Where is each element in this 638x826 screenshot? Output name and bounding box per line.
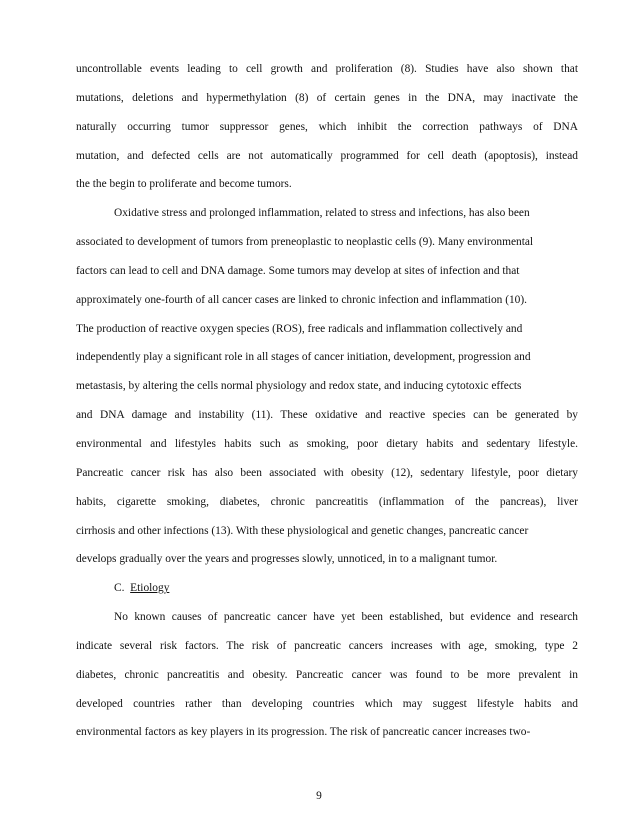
text-line: the the begin to proliferate and become tumors.	[76, 178, 292, 191]
text-line: mutations, deletions and hypermethylation (8) of certain genes in the DNA, may inactivate the	[76, 91, 578, 104]
text-line: factors can lead to cell and DNA damage. Some tumors may develop at sites of infection and that	[76, 264, 520, 277]
text-line: associated to development of tumors from preneoplastic to neoplastic cells (9). Many environmental	[76, 236, 534, 249]
text-line: indicate several risk factors. The risk of pancreatic cancers increases with age, smoking, type 2	[76, 639, 578, 652]
text-line: environmental factors as key players in its progression. The risk of pancreatic cancer increases two-	[76, 726, 531, 739]
text-line: environmental and lifestyles habits such as smoking, poor dietary habits and sedentary lifestyle.	[76, 437, 578, 450]
text-line: metastasis, by altering the cells normal physiology and redox state, and inducing cytotoxic effects	[76, 380, 522, 393]
text-line: naturally occurring tumor suppressor genes, which inhibit the correction pathways of DNA	[76, 120, 578, 133]
text-line: The production of reactive oxygen species (ROS), free radicals and inflammation collectively and	[76, 322, 523, 335]
text-line: and DNA damage and instability (11). These oxidative and reactive species can be generated by	[76, 409, 578, 422]
paragraph-2	[76, 206, 578, 581]
text-line: independently play a significant role in all stages of cancer initiation, development, progression and	[76, 351, 531, 364]
text-line: cirrhosis and other infections (13). With these physiological and genetic changes, pancreatic cancer	[76, 524, 529, 537]
paragraph-3	[76, 610, 578, 754]
text-line: developed countries rather than developing countries which may suggest lifestyle habits and	[76, 697, 578, 710]
text-line: mutation, and defected cells are not automatically programmed for cell death (apoptosis), instead	[76, 149, 578, 162]
paragraph-1	[76, 62, 578, 206]
text-line: No known causes of pancreatic cancer have yet been established, but evidence and research	[114, 611, 578, 624]
text-line: Pancreatic cancer risk has also been associated with obesity (12), sedentary lifestyle, poor dietary	[76, 466, 578, 479]
text-line: habits, cigarette smoking, diabetes, chronic pancreatitis (inflammation of the pancreas), liver	[76, 495, 578, 508]
text-line: develops gradually over the years and progresses slowly, unnoticed, in to a malignant tumor.	[76, 553, 498, 566]
text-line: uncontrollable events leading to cell growth and proliferation (8). Studies have also shown that	[76, 63, 578, 75]
text-line: approximately one-fourth of all cancer cases are linked to chronic infection and inflammation (10).	[76, 293, 528, 306]
section-label: C.	[114, 582, 125, 595]
section-heading	[76, 581, 578, 610]
section-title: Etiology	[130, 582, 170, 595]
text-line: diabetes, chronic pancreatitis and obesity. Pancreatic cancer was found to be more prevalent in	[76, 668, 578, 681]
text-line: Oxidative stress and prolonged inflammation, related to stress and infections, has also been	[114, 207, 530, 220]
body-text	[76, 62, 578, 754]
page-number: 9	[316, 790, 322, 802]
